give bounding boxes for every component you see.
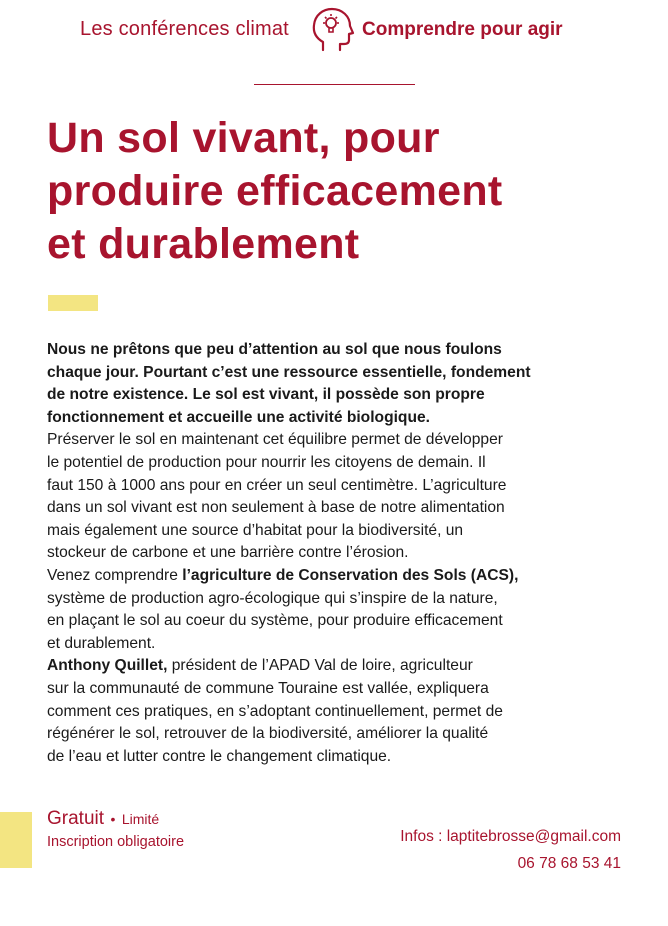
- paragraph: [47, 655, 607, 768]
- paragraph: [47, 429, 607, 565]
- text-line: stockeur de carbone et une barrière contre l’érosion.: [47, 544, 409, 562]
- text-line: de l’eau et lutter contre le changement climatique.: [47, 747, 392, 765]
- text-line: et durablement.: [47, 634, 156, 652]
- page-title: [47, 112, 647, 271]
- text-line: faut 150 à 1000 ans pour en créer un seul centimètre. L’agriculture: [47, 476, 507, 494]
- text-line: chaque jour. Pourtant c’est une ressource essentielle, fondement: [47, 363, 531, 381]
- text-run: Venez comprendre: [47, 566, 183, 584]
- text-line: dans un sol vivant est non seulement à base de notre alimentation: [47, 499, 505, 517]
- text-line: sur la communauté de commune Touraine est vallée, expliquera: [47, 679, 489, 697]
- text-line: fonctionnement et accueille une activité biologique.: [47, 408, 430, 426]
- side-accent-bar: [0, 812, 32, 868]
- contact-email: Infos : laptitebrosse@gmail.com: [400, 828, 621, 845]
- intro-paragraph: [47, 339, 607, 429]
- divider: [254, 84, 415, 85]
- text-line: [47, 565, 607, 588]
- series-name: Les conférences climat: [80, 18, 289, 40]
- registration-note: Inscription obligatoire: [47, 834, 185, 850]
- speaker-name: Anthony Quillet,: [47, 657, 168, 675]
- contact-info: [400, 823, 621, 877]
- text-line: le potentiel de production pour nourrir les citoyens de demain. Il: [47, 453, 486, 471]
- body-text: [47, 339, 607, 768]
- separator: •: [110, 811, 116, 827]
- text-line: comment ces pratiques, en s’adoptant continuellement, permet de: [47, 702, 503, 720]
- text-line: [47, 655, 607, 678]
- text-line: Nous ne prêtons que peu d’attention au sol que nous foulons: [47, 341, 502, 358]
- limited-label: Limité: [121, 811, 160, 827]
- text-line: Préserver le sol en maintenant cet équilibre permet de développer: [47, 431, 503, 449]
- title-line: produire efficacement: [47, 167, 503, 215]
- title-line: et durablement: [47, 220, 360, 268]
- contact-phone: 06 78 68 53 41: [517, 855, 621, 872]
- head-lightbulb-icon: [309, 6, 355, 54]
- free-label: Gratuit: [47, 808, 105, 829]
- header: [0, 4, 668, 54]
- text-line: mais également une source d’habitat pour la biodiversité, un: [47, 521, 464, 539]
- pricing-info: [47, 808, 184, 850]
- title-line: Un sol vivant, pour: [47, 114, 440, 162]
- text-line: système de production agro-écologique qui s’inspire de la nature,: [47, 589, 498, 607]
- tagline: Comprendre pour agir: [362, 19, 563, 40]
- accent-bar: [48, 295, 98, 311]
- text-line: en plaçant le sol au coeur du système, pour produire efficacement: [47, 612, 503, 630]
- text-run: président de l’APAD Val de loire, agriculteur: [167, 657, 473, 675]
- text-line: de notre existence. Le sol est vivant, il possède son propre: [47, 386, 485, 404]
- paragraph: [47, 565, 607, 655]
- text-line: régénérer le sol, retrouver de la biodiversité, améliorer la qualité: [47, 725, 489, 743]
- highlight-term: l’agriculture de Conservation des Sols (ACS),: [182, 566, 519, 584]
